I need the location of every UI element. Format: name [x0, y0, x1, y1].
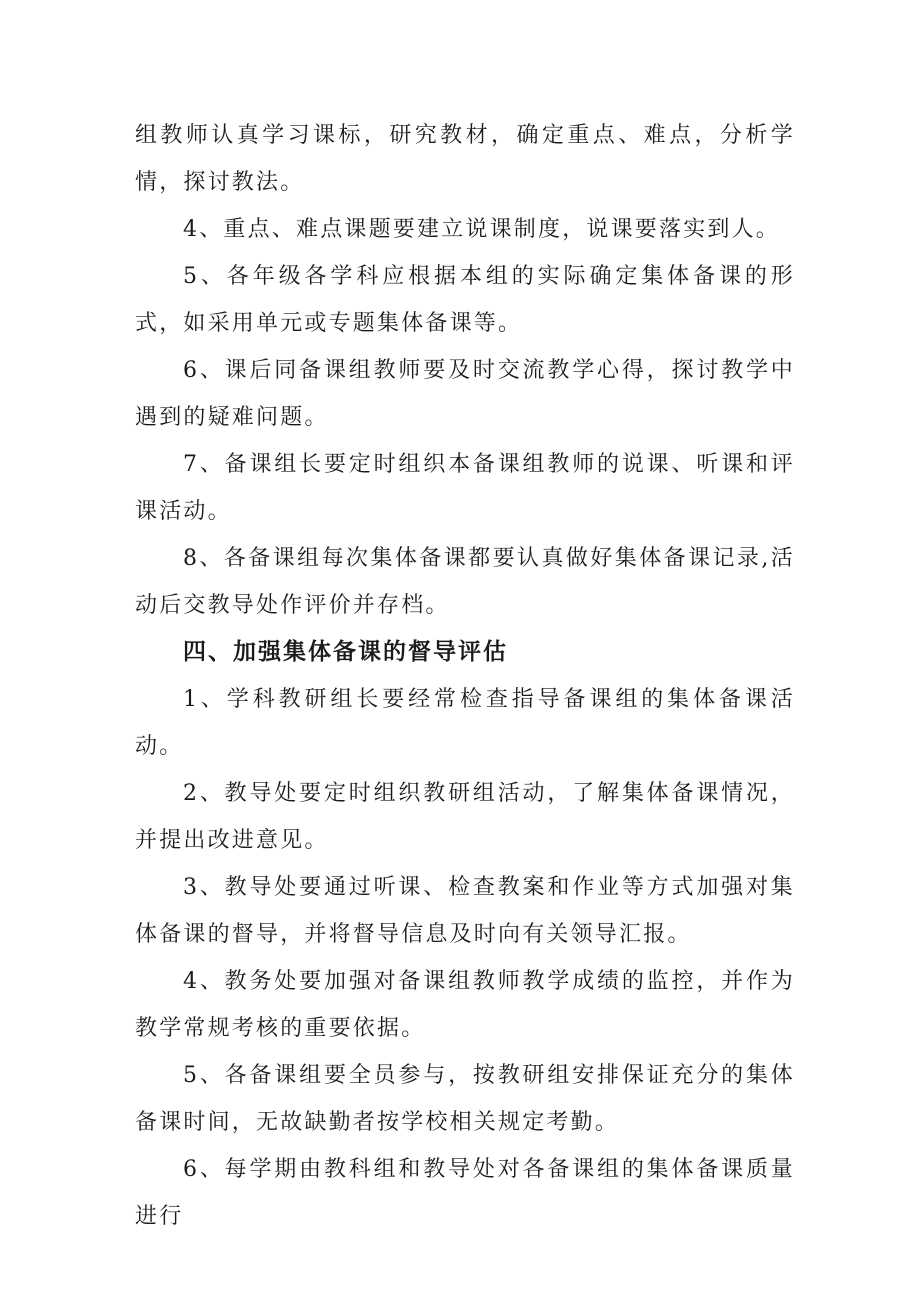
section-item-3: 3、教导处要通过听课、检查教案和作业等方式加强对集体备课的督导，并将督导信息及时向有关领导汇报。 [135, 875, 795, 947]
paragraph-continuation: 组教师认真学习课标，研究教材，确定重点、难点，分析学情，探讨教法。 [135, 123, 795, 195]
section-heading: 四、加强集体备课的督导评估 [183, 639, 508, 665]
section-item-1: 1、学科教研组长要经常检查指导备课组的集体备课活动。 [135, 687, 795, 759]
paragraph-item-6: 6、课后同备课组教师要及时交流教学心得，探讨教学中遇到的疑难问题。 [135, 358, 795, 430]
paragraph-item-5: 5、各年级各学科应根据本组的实际确定集体备课的形式，如采用单元或专题集体备课等。 [135, 264, 795, 336]
section-item-2: 2、教导处要定时组织教研组活动，了解集体备课情况，并提出改进意见。 [135, 781, 795, 853]
paragraph-item-7: 7、备课组长要定时组织本备课组教师的说课、听课和评课活动。 [135, 452, 795, 524]
paragraph-item-8: 8、各备课组每次集体备课都要认真做好集体备课记录,活动后交教导处作评价并存档。 [135, 546, 795, 618]
paragraph-item-4: 4、重点、难点课题要建立说课制度，说课要落实到人。 [183, 217, 780, 242]
section-item-6: 6、每学期由教科组和教导处对各备课组的集体备课质量进行 [135, 1157, 795, 1229]
section-item-4: 4、教务处要加强对备课组教师教学成绩的监控，并作为教学常规考核的重要依据。 [135, 969, 795, 1041]
document-body [135, 112, 795, 1240]
section-item-5: 5、各备课组要全员参与，按教研组安排保证充分的集体备课时间，无故缺勤者按学校相关规定考勤。 [135, 1063, 795, 1135]
